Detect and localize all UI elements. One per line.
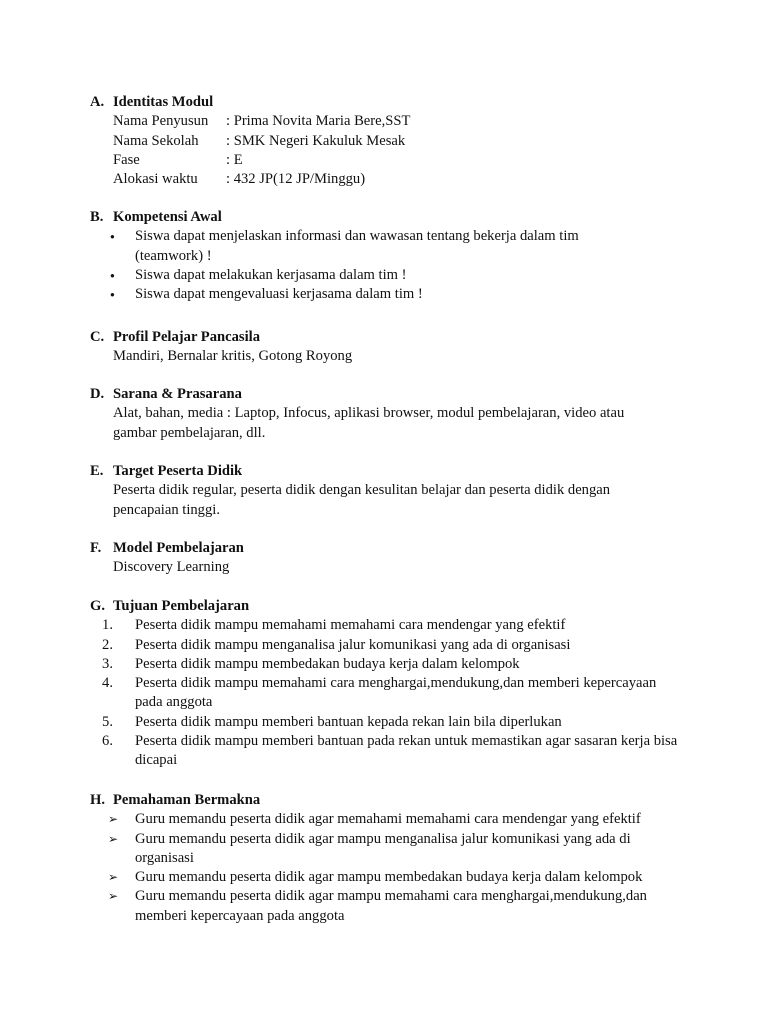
section-letter: A. bbox=[90, 94, 105, 110]
identity-row bbox=[113, 151, 690, 170]
identity-value: : 432 JP(12 JP/Minggu) bbox=[226, 171, 366, 188]
identity-row bbox=[113, 112, 690, 131]
arrow-bullet-icon: ➢ bbox=[108, 812, 119, 827]
section-tujuan-pembelajaran bbox=[90, 597, 690, 771]
section-model-pembelajaran bbox=[90, 539, 690, 578]
arrow-bullet-icon: ➢ bbox=[108, 831, 119, 846]
section-title: Target Peserta Didik bbox=[113, 463, 243, 479]
section-sarana-prasarana bbox=[90, 385, 690, 443]
identity-label: Nama Penyusun bbox=[113, 113, 209, 130]
item-number: 3. bbox=[102, 655, 113, 672]
section-target-peserta bbox=[90, 462, 690, 520]
section-heading bbox=[90, 462, 690, 481]
list-item: ● Siswa dapat mengevaluasi kerjasama dalam tim ! bbox=[90, 285, 610, 304]
item-text: Peserta didik mampu memahami cara menghargai,mendukung,dan memberi kepercayaan pada anggota bbox=[135, 675, 657, 711]
competency-list bbox=[90, 227, 610, 304]
item-number: 1. bbox=[102, 617, 113, 634]
section-text: Discovery Learning bbox=[113, 559, 230, 576]
section-text: Mandiri, Bernalar kritis, Gotong Royong bbox=[113, 348, 353, 365]
section-letter: D. bbox=[90, 386, 105, 402]
section-letter: F. bbox=[90, 540, 102, 556]
section-heading bbox=[90, 597, 690, 616]
item-text: Peserta didik mampu memberi bantuan kepada rekan lain bila diperlukan bbox=[135, 713, 562, 730]
arrow-bullet-icon: ➢ bbox=[108, 889, 119, 904]
identity-label: Nama Sekolah bbox=[113, 132, 199, 149]
section-title: Profil Pelajar Pancasila bbox=[113, 329, 260, 345]
section-title: Tujuan Pembelajaran bbox=[113, 598, 250, 614]
list-item bbox=[90, 655, 680, 674]
section-heading bbox=[90, 791, 690, 810]
item-number: 4. bbox=[102, 675, 113, 692]
list-item: ● Siswa dapat menjelaskan informasi dan wawasan tentang bekerja dalam tim (teamwork) ! bbox=[90, 227, 610, 266]
identity-label: Fase bbox=[113, 151, 140, 168]
item-text: Peserta didik mampu memberi bantuan pada rekan untuk memastikan agar sasaran kerja bisa dicapai bbox=[135, 733, 678, 769]
list-item bbox=[90, 713, 680, 732]
section-kompetensi-awal bbox=[90, 208, 690, 304]
item-text: Guru memandu peserta didik agar mampu membedakan budaya kerja dalam kelompok bbox=[135, 869, 643, 886]
list-item bbox=[90, 887, 680, 926]
identity-value: : Prima Novita Maria Bere,SST bbox=[226, 113, 411, 130]
item-text: Peserta didik mampu membedakan budaya kerja dalam kelompok bbox=[135, 655, 520, 672]
section-heading bbox=[90, 208, 690, 227]
section-heading bbox=[90, 93, 690, 112]
section-title: Kompetensi Awal bbox=[113, 209, 222, 225]
section-identitas-modul bbox=[90, 93, 690, 189]
section-text: Alat, bahan, media : Laptop, Infocus, aplikasi browser, modul pembelajaran, video atau gambar pembelajaran, dll. bbox=[113, 405, 625, 441]
identity-row bbox=[113, 170, 690, 189]
section-letter: H. bbox=[90, 792, 105, 808]
list-item bbox=[90, 616, 680, 635]
identity-value: : E bbox=[226, 151, 243, 168]
section-title: Model Pembelajaran bbox=[113, 540, 244, 556]
identity-value: : SMK Negeri Kakuluk Mesak bbox=[226, 132, 406, 149]
list-item bbox=[90, 810, 680, 829]
list-item: ● Siswa dapat melakukan kerjasama dalam tim ! bbox=[90, 266, 610, 285]
section-profil-pelajar bbox=[90, 328, 690, 367]
item-number: 5. bbox=[102, 713, 113, 730]
section-letter: G. bbox=[90, 598, 105, 614]
item-text: Peserta didik mampu menganalisa jalur komunikasi yang ada di organisasi bbox=[135, 636, 571, 653]
identity-label: Alokasi waktu bbox=[113, 171, 198, 188]
item-text: Guru memandu peserta didik agar mampu memahami cara menghargai,mendukung,dan memberi kepercayaan pada anggota bbox=[135, 888, 647, 924]
section-letter: E. bbox=[90, 463, 104, 479]
section-title: Pemahaman Bermakna bbox=[113, 792, 261, 808]
list-item bbox=[90, 830, 680, 869]
section-pemahaman-bermakna bbox=[90, 791, 690, 926]
section-letter: C. bbox=[90, 329, 105, 345]
objective-list bbox=[90, 616, 680, 770]
section-heading bbox=[90, 539, 690, 558]
arrow-bullet-icon: ➢ bbox=[108, 870, 119, 885]
item-number: 6. bbox=[102, 733, 113, 750]
section-text: Peserta didik regular, peserta didik dengan kesulitan belajar dan peserta didik dengan pencapaian tinggi. bbox=[113, 482, 611, 518]
list-item bbox=[90, 868, 680, 887]
section-letter: B. bbox=[90, 209, 104, 225]
section-heading bbox=[90, 328, 690, 347]
item-number: 2. bbox=[102, 636, 113, 653]
section-title: Sarana & Prasarana bbox=[113, 386, 242, 402]
list-item bbox=[90, 732, 680, 771]
section-title: Identitas Modul bbox=[113, 94, 214, 110]
list-item bbox=[90, 636, 680, 655]
section-heading bbox=[90, 385, 690, 404]
meaning-list bbox=[90, 810, 680, 926]
identity-row bbox=[113, 132, 690, 151]
item-text: Peserta didik mampu memahami memahami cara mendengar yang efektif bbox=[135, 617, 566, 634]
identity-table bbox=[90, 112, 690, 189]
item-text: Guru memandu peserta didik agar mampu menganalisa jalur komunikasi yang ada di organisasi bbox=[135, 830, 631, 866]
item-text: Guru memandu peserta didik agar memahami memahami cara mendengar yang efektif bbox=[135, 811, 641, 828]
list-item bbox=[90, 674, 680, 713]
